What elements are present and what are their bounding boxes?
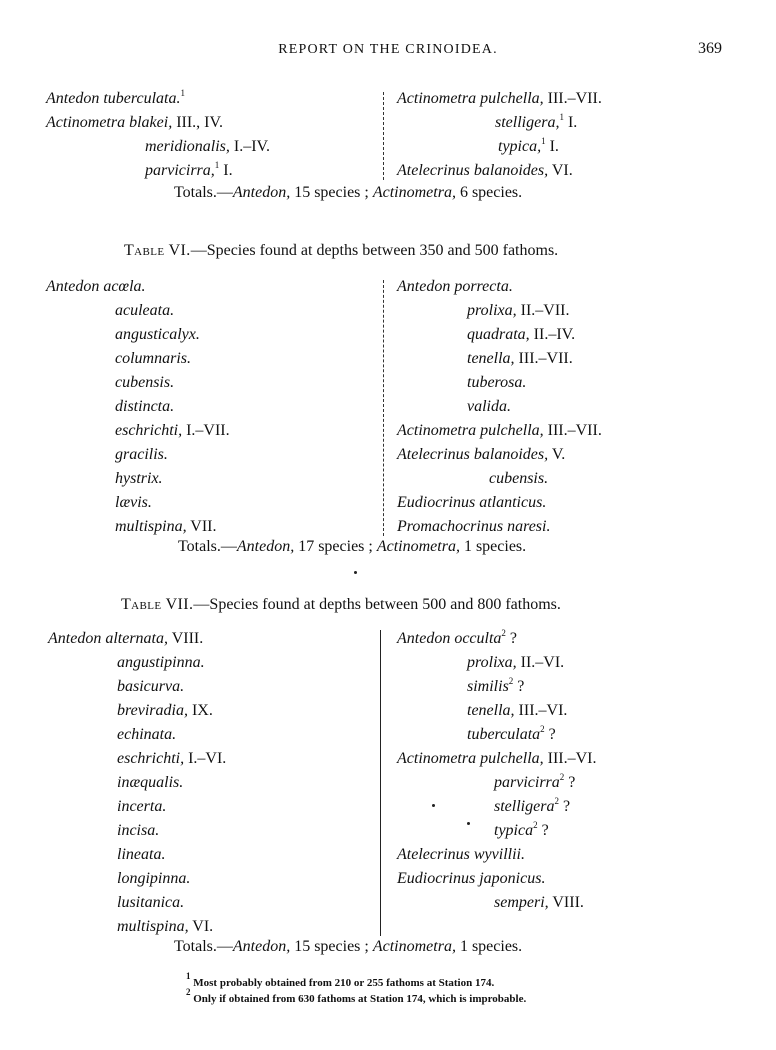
species-entry: Promachocrinus naresi. bbox=[397, 518, 551, 535]
species-entry: semperi, VIII. bbox=[494, 894, 584, 911]
column-divider bbox=[380, 630, 381, 936]
species-entry: stelligera,$^1$ I. bbox=[495, 112, 578, 131]
species-entry: meridionalis, I.–IV. bbox=[145, 138, 271, 155]
species-entry: incerta. bbox=[117, 798, 167, 815]
species-entry: Antedon acœla. bbox=[46, 278, 146, 295]
species-entry: inæqualis. bbox=[117, 774, 184, 791]
species-entry: tenella, III.–VI. bbox=[467, 702, 568, 719]
column-divider bbox=[383, 280, 384, 536]
species-entry: stelligera$^2$ ? bbox=[494, 796, 571, 815]
species-entry: tenella, III.–VII. bbox=[467, 350, 573, 367]
species-entry: aculeata. bbox=[115, 302, 175, 319]
species-entry: echinata. bbox=[117, 726, 177, 743]
species-entry: Eudiocrinus atlanticus. bbox=[397, 494, 547, 511]
species-entry: typica,$^1$ I. bbox=[498, 136, 559, 155]
species-entry: multispina, VI. bbox=[117, 918, 214, 935]
species-entry: valida. bbox=[467, 398, 511, 415]
species-entry: parvicirra,$^1$ I. bbox=[145, 160, 233, 179]
page-number: 369 bbox=[698, 40, 722, 57]
species-entry: Atelecrinus wyvillii. bbox=[397, 846, 525, 863]
species-entry: similis$^2$ ? bbox=[467, 676, 525, 695]
species-entry: basicurva. bbox=[117, 678, 185, 695]
species-entry: gracilis. bbox=[115, 446, 168, 463]
table-title: Table VI.—Species found at depths between 350 and 500 fathoms. bbox=[124, 242, 559, 259]
species-entry: Eudiocrinus japonicus. bbox=[397, 870, 546, 887]
species-entry: eschrichti, I.–VII. bbox=[115, 422, 230, 439]
species-entry: Atelecrinus balanoides, V. bbox=[397, 446, 566, 463]
totals-line: Totals.—Antedon, 15 species ; Actinometra, 1 species. bbox=[174, 938, 523, 955]
species-entry: Antedon alternata, VIII. bbox=[48, 630, 204, 647]
species-entry: lævis. bbox=[115, 494, 152, 511]
totals-line: Totals.—Antedon, 15 species ; Actinometra, 6 species. bbox=[174, 184, 523, 201]
species-entry: prolixa, II.–VI. bbox=[467, 654, 565, 671]
species-entry: Actinometra pulchella, III.–VII. bbox=[397, 90, 602, 107]
species-entry: Actinometra pulchella, III.–VII. bbox=[397, 422, 602, 439]
species-entry: angusticalyx. bbox=[115, 326, 200, 343]
species-entry: quadrata, II.–IV. bbox=[467, 326, 576, 343]
species-entry: multispina, VII. bbox=[115, 518, 217, 535]
species-entry: cubensis. bbox=[489, 470, 549, 487]
species-entry: Antedon tuberculata.$^1$ bbox=[46, 88, 185, 107]
print-speck bbox=[432, 804, 435, 807]
running-title: REPORT ON THE CRINOIDEA. bbox=[278, 42, 498, 57]
footnote-1: $^1$ Most probably obtained from 210 or 255 fathoms at Station 174. bbox=[186, 971, 495, 989]
species-entry: typica$^2$ ? bbox=[494, 820, 549, 839]
table-title: Table VII.—Species found at depths between 500 and 800 fathoms. bbox=[121, 596, 561, 613]
column-divider bbox=[383, 92, 384, 180]
species-entry: parvicirra$^2$ ? bbox=[494, 772, 576, 791]
print-speck bbox=[354, 571, 357, 574]
species-entry: columnaris. bbox=[115, 350, 191, 367]
species-entry: Antedon porrecta. bbox=[397, 278, 513, 295]
species-entry: incisa. bbox=[117, 822, 160, 839]
totals-line: Totals.—Antedon, 17 species ; Actinometra, 1 species. bbox=[178, 538, 527, 555]
species-entry: lineata. bbox=[117, 846, 166, 863]
footnote-2: $^2$ Only if obtained from 630 fathoms at Station 174, which is improbable. bbox=[186, 987, 527, 1005]
species-entry: Antedon occulta$^2$ ? bbox=[397, 628, 518, 647]
species-entry: lusitanica. bbox=[117, 894, 185, 911]
species-entry: prolixa, II.–VII. bbox=[467, 302, 570, 319]
species-entry: Actinometra blakei, III., IV. bbox=[46, 114, 223, 131]
species-entry: distincta. bbox=[115, 398, 175, 415]
species-entry: Actinometra pulchella, III.–VI. bbox=[397, 750, 597, 767]
species-entry: tuberosa. bbox=[467, 374, 527, 391]
print-speck bbox=[467, 822, 470, 825]
species-entry: cubensis. bbox=[115, 374, 175, 391]
species-entry: breviradia, IX. bbox=[117, 702, 213, 719]
species-entry: angustipinna. bbox=[117, 654, 205, 671]
species-entry: longipinna. bbox=[117, 870, 191, 887]
species-entry: hystrix. bbox=[115, 470, 163, 487]
species-entry: Atelecrinus balanoides, VI. bbox=[397, 162, 573, 179]
species-entry: tuberculata$^2$ ? bbox=[467, 724, 556, 743]
species-entry: eschrichti, I.–VI. bbox=[117, 750, 227, 767]
